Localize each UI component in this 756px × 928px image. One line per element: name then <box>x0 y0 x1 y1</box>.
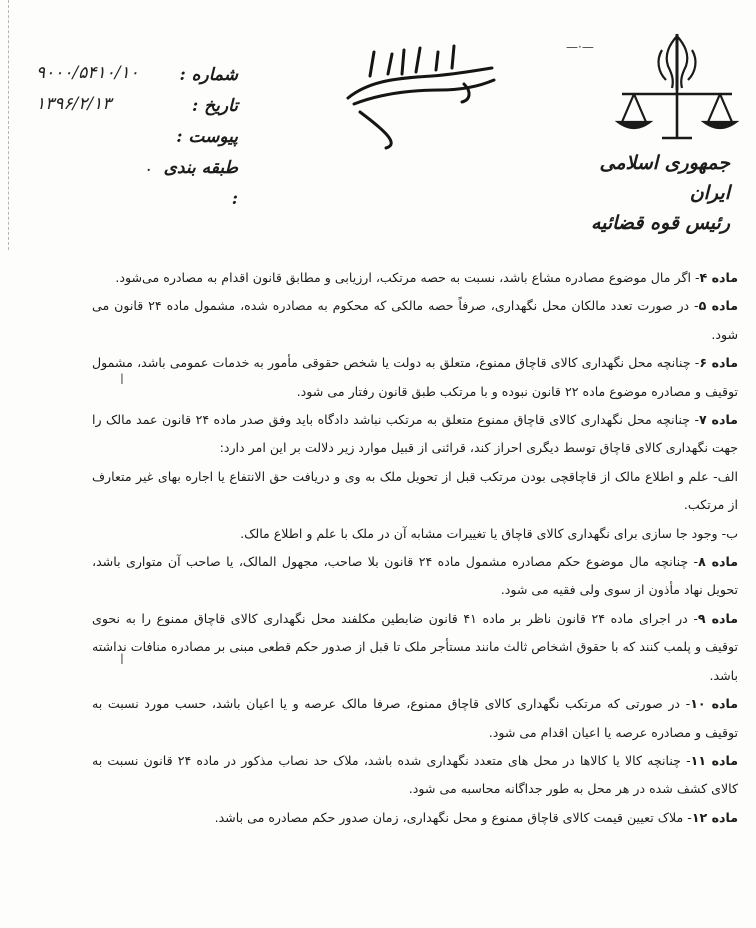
article-label: ماده ۸ <box>698 554 739 570</box>
meta-value-date: ۱۳۹۶/۲/۱۳ <box>36 94 112 114</box>
article-text: الف- علم و اطلاع مالک از قاچاقچی بودن مرتکب قبل از تحویل ملک به وی و دریافت حق الانتفاع یا اجاره بهای غیر متعارف از مرتکب. <box>92 468 738 513</box>
meta-label-classification: طبقه بندی : <box>163 158 238 209</box>
article-7 <box>92 406 738 463</box>
article-label: ماده ۱۱ <box>690 752 738 768</box>
article-text: - در صورت تعدد مالکان محل نگهداری، صرفاً حصه مالکی که محکوم به مصادره شده، مشمول ماده ۲۴ قانون می شود. <box>92 298 738 342</box>
meta-label-attachment: پیوست : <box>176 127 238 147</box>
article-text: - اگر مال موضوع مصادره مشاع باشد، نسبت به حصه مرتکب، ارزیابی و مطابق قانون اقدام به مصادره می‌شود. <box>115 270 700 285</box>
article-label: ماده ۱۰ <box>690 696 738 712</box>
iran-emblem-scales-icon <box>612 30 742 146</box>
scan-edge <box>8 0 23 250</box>
article-label: ماده ۴ <box>699 270 738 285</box>
margin-mark: ا <box>120 372 124 388</box>
article-label: ماده ۵ <box>698 298 738 314</box>
article-label: ماده ۷ <box>699 412 738 428</box>
article-text: - در صورتی که مرتکب نگهداری کالای قاچاق ممنوع، صرفا مالک عرصه و یا اعیان باشد، حسب مورد نسبت به توقیف و مصادره عرصه یا اعیان اقدام می شود. <box>92 696 738 740</box>
article-9 <box>92 605 738 690</box>
issuer-country: جمهوری اسلامی ایران <box>599 152 730 204</box>
article-text: - ملاک تعیین قیمت کالای قاچاق ممنوع و محل نگهداری، زمان صدور حکم مصادره می باشد. <box>214 809 692 825</box>
article-label: ماده ۹ <box>697 610 738 626</box>
article-8 <box>92 548 738 605</box>
article-7-clause-a <box>92 463 738 520</box>
article-11 <box>92 747 738 804</box>
article-7-clause-b <box>92 520 738 548</box>
issuer-title: رئیس قوه قضائیه <box>590 212 730 234</box>
article-text: - چنانچه کالا یا کالاها در محل های متعدد نگهداری شده باشد، ملاک حد نصاب مذکور در ماده ۲۴ قانون نسبت به کالای کشف شده در هر محل به طور جداگانه محاسبه می شود. <box>92 752 738 797</box>
article-12 <box>92 804 738 832</box>
article-6 <box>92 349 738 406</box>
article-text: - چنانچه مال موضوع حکم مصادره مشمول ماده ۲۴ قانون بلا صاحب، مجهول المالک، یا صاحب آن متواری باشد، تحویل نهاد مأذون از سوی ولی فقیه می شود. <box>92 554 738 598</box>
article-text: - چنانچه محل نگهداری کالای قاچاق ممنوع، متعلق به دولت یا شخص حقوقی مأمور به خدمات عمومی باشد، مشمول توقیف و مصادره موضوع ماده ۲۲ قانون نبوده و با مرتکب طبق قانون رفتار می شود. <box>92 355 738 399</box>
article-text: - در اجرای ماده ۲۴ قانون ناظر بر ماده ۴۱ قانون ضابطین مکلفند محل نگهداری کالای قاچاق ممنوع را به نحوی توقیف و پلمب کنند که با حقوق اشخاص ثالث مانند مستأجر ملک تا قبل از صدور حکم قطعی مبنی بر مصادره منافات نداشته باشد. <box>92 610 738 683</box>
article-text: ب- وجود جا سازی برای نگهداری کالای قاچاق یا تغییرات مشابه آن در ملک با علم و اطلاع مالک. <box>240 525 738 541</box>
article-4 <box>92 264 738 292</box>
article-label: ماده ۱۲ <box>691 809 738 825</box>
articles-body <box>92 264 738 832</box>
article-label: ماده ۶ <box>699 355 738 371</box>
meta-values <box>36 58 166 182</box>
margin-mark: ا <box>120 652 124 668</box>
meta-label-number: شماره : <box>179 65 238 85</box>
meta-value-classification: . <box>146 156 152 176</box>
issuer-block <box>560 148 730 238</box>
article-10 <box>92 690 738 747</box>
article-5 <box>92 292 738 349</box>
meta-value-attachment <box>36 120 166 151</box>
meta-labels <box>158 60 238 209</box>
corner-mark: —·— <box>566 40 594 54</box>
bismillah-calligraphy <box>340 40 500 150</box>
meta-label-date: تاریخ : <box>191 96 238 116</box>
article-text: - چنانچه محل نگهداری کالای قاچاق ممنوع متعلق به مرتکب نباشد دادگاه باید وفق صدر ماده ۲۴ قانون عمد مالک را جهت نگهداری کالای قاچاق توسط دیگری احراز کند، قرائنی از قبیل موارد زیر دلالت بر این امر دارد: <box>92 412 738 456</box>
meta-value-number: ۹۰۰۰/۵۴۱۰/۱۰ <box>36 63 139 83</box>
